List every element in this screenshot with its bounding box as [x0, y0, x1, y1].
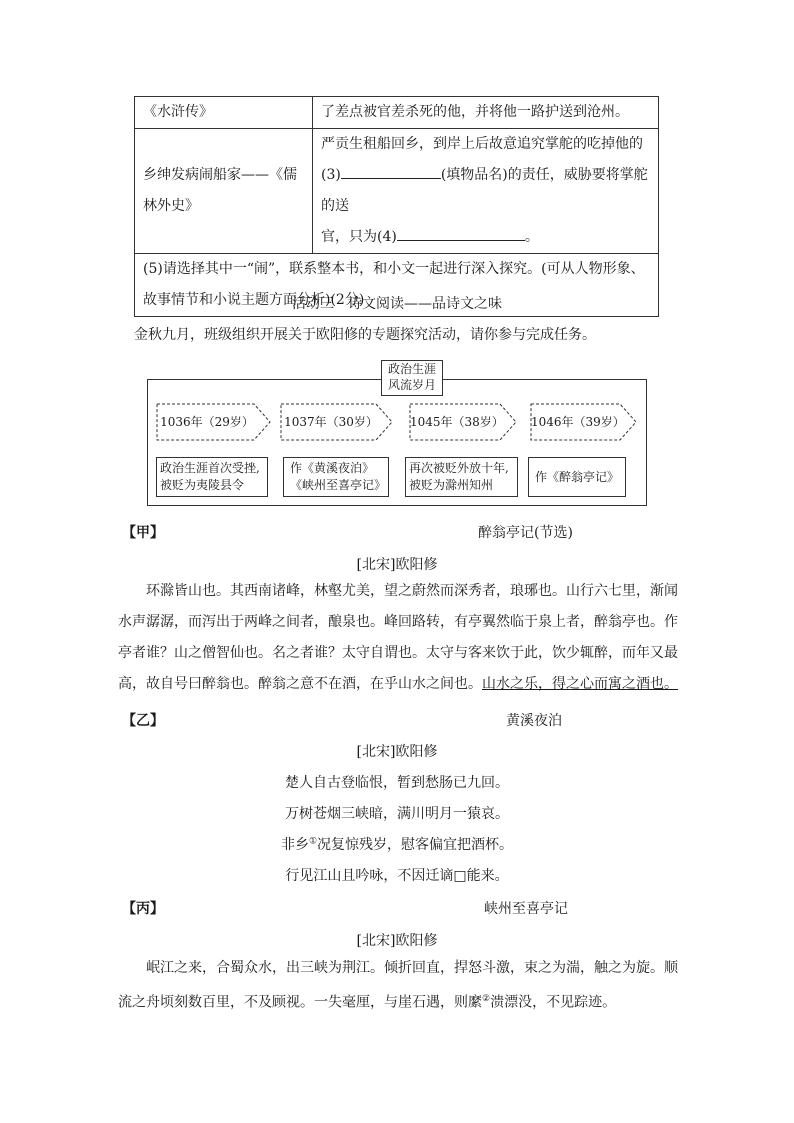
jia-author: [北宋]欧阳修 — [356, 557, 438, 573]
blank-number: (3) — [321, 167, 341, 183]
event-line: 《峡州至喜亭记》 — [290, 478, 387, 492]
bing-text-part: 溃漂没，不见踪迹。 — [490, 994, 617, 1011]
section-tag-bing: 【丙】 — [122, 901, 164, 917]
bing-text — [118, 953, 678, 1019]
footnote-mark: ② — [482, 994, 491, 1004]
timeline-event — [283, 457, 389, 497]
section-tag-yi: 【乙】 — [122, 713, 164, 729]
bing-text-part: 岷江之来，合蜀众水，出三峡为荆江。倾折回直，捍怒斗激，束之为湍，触之为旋。顺流之舟顷刻数百里，不及顾视。一失毫厘，与崖石遇，则縻 — [118, 960, 678, 1011]
bing-title: 峡州至喜亭记 — [484, 901, 568, 917]
footnote-mark: ① — [308, 836, 318, 847]
cell-text: (填物品名)的责任，威胁要将掌舵的送 — [321, 167, 648, 214]
event-line: 作《醉翁亭记》 — [534, 470, 619, 484]
jia-text — [118, 576, 678, 700]
timeline-year: 1046年（39岁） — [531, 415, 625, 429]
timeline-year: 1045年（38岁） — [410, 415, 504, 429]
event-line: 被贬为滁州知州 — [409, 478, 494, 492]
activity-title: 活动三 诗文阅读——品诗文之味 — [292, 296, 502, 312]
intro-text: 金秋九月，班级组织开展关于欧阳修的专题探究活动，请你参与完成任务。 — [134, 327, 596, 343]
yi-author: [北宋]欧阳修 — [356, 744, 438, 760]
jia-text-main: 环滁皆山也。其西南诸峰，林壑尤美，望之蔚然而深秀者，琅琊也。山行六七里，渐闻水声潺潺，而泻出于两峰之间者，酿泉也。峰回路转，有亭翼然临于泉上者，醉翁亭也。作亭者谁？山之僧智仙也。名之者谁？太守自谓也。太守与客来饮于此，饮少辄醉，而年又最高，故自号曰醉翁也。醉翁之意不在酒，在乎山水之间也。 — [118, 583, 678, 692]
timeline-year: 1037年（30岁） — [284, 415, 378, 429]
cell-line: 严贡生租船回乡，到岸上后故意追究掌舵的吃掉他的 — [321, 136, 643, 152]
timeline-year: 1036年（29岁） — [160, 415, 254, 429]
timeline-title-line: 政治生涯 — [387, 362, 436, 376]
timeline-event — [156, 457, 268, 497]
poem-line — [0, 834, 794, 854]
table-cell: (5)请选择其中一“闹”，联系整本书，和小文一起进行深入探究。(可从人物形象、故事情节和小说主题方面分析)(2分) — [135, 254, 659, 317]
poem-line: 行见江山且吟咏，不因迁谪□能来。 — [285, 868, 509, 884]
cell-text: 。 — [524, 229, 539, 245]
timeline-title-line: 风流岁月 — [387, 378, 436, 392]
section-tag-jia: 【甲】 — [122, 525, 164, 541]
table-cell: 《水浒传》 — [135, 97, 313, 129]
blank-number: 官，只为(4) — [321, 229, 397, 245]
timeline-event — [528, 457, 626, 497]
jia-underlined-sentence: 山水之乐，得之心而寓之酒也。 — [482, 676, 678, 692]
bing-author: [北宋]欧阳修 — [356, 933, 438, 949]
poem-text: 非乡 — [280, 837, 309, 853]
poem-line: 万树苍烟三峡暗，满川明月一猿哀。 — [285, 806, 509, 822]
jia-title: 醉翁亭记(节选) — [478, 525, 573, 541]
event-line: 被贬为夷陵县令 — [160, 478, 245, 492]
poem-text: 况复惊残岁，慰客偏宜把酒杯。 — [317, 837, 514, 853]
poem-line: 楚人自古登临恨，暂到愁肠已九回。 — [285, 775, 509, 791]
event-line: 再次被贬外放十年, — [409, 461, 509, 475]
event-line: 作《黄溪夜泊》 — [290, 461, 375, 475]
timeline-event — [405, 457, 518, 497]
table-cell: 乡绅发病闹船家——《儒林外史》 — [135, 129, 313, 254]
event-line: 政治生涯首次受挫, — [160, 461, 260, 475]
table-cell: 了差点被官差杀死的他，并将他一路护送到沧州。 — [313, 97, 659, 129]
yi-title: 黄溪夜泊 — [506, 713, 562, 729]
